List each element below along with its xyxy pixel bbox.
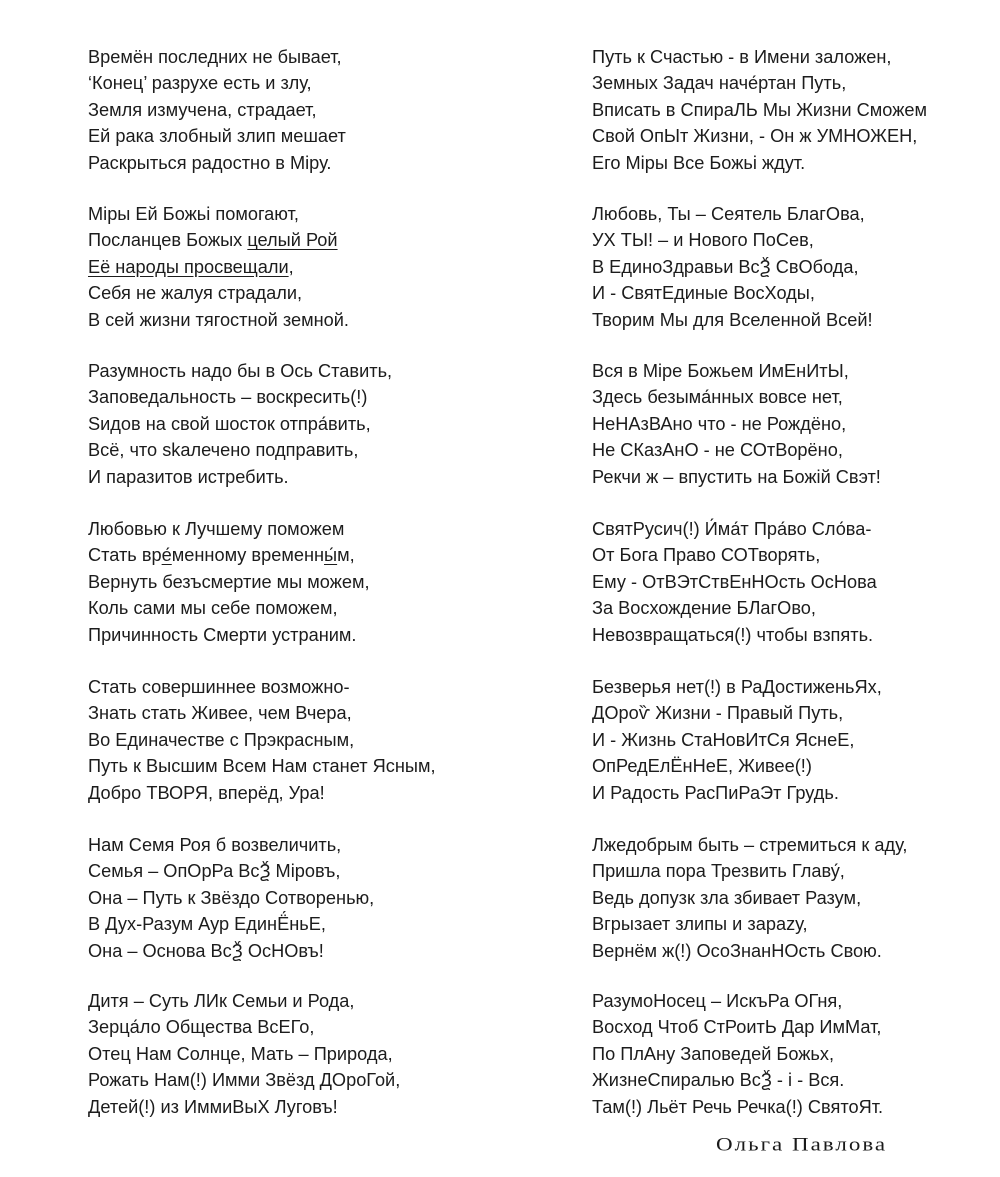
line-text: И - СвятЕдиные ВосХоды, (592, 283, 815, 304)
poem-line (592, 1067, 883, 1093)
poem-line (88, 1014, 400, 1040)
line-text: Путь к Счастью - в Имени заложен, (592, 47, 892, 67)
line-text: СвОбода, (770, 256, 859, 277)
poem-line (592, 464, 881, 490)
poem-line (88, 780, 436, 806)
poem-line (88, 150, 346, 176)
poem-line (88, 280, 349, 306)
poem-line (592, 307, 873, 333)
poem-line (592, 911, 907, 937)
line-text: Ѯ (259, 861, 271, 882)
poem-line (88, 858, 374, 884)
line-text: Ѯ (760, 1070, 772, 1091)
line-text: Ведь допузк зла збивает Разум, (592, 887, 862, 908)
line-text: Ей рака злобный злип мешает (88, 126, 346, 147)
poem-line (88, 307, 349, 333)
underlined-text: е́ (161, 545, 172, 566)
stanza (592, 988, 883, 1120)
poem-line (592, 358, 881, 384)
line-text: менному временн (171, 545, 325, 566)
line-text: Добро ТВОРЯ, вперёд, Ура! (88, 782, 325, 803)
poem-line (592, 674, 882, 700)
line-text: ЖизнеСпиралью Вс (592, 1070, 761, 1091)
line-text: В ЕдиноЗдравьи Вс (592, 256, 760, 277)
line-text: Любовью к Лучшему поможем (88, 519, 345, 539)
poem-line (592, 753, 882, 779)
line-text: Раскрыться радостно в Міру. (88, 152, 332, 173)
poem-line (88, 384, 392, 410)
poem-line (88, 700, 436, 726)
line-text: м, (337, 545, 355, 566)
line-text: Любовь, Ты – Сеятель БлагОва, (592, 204, 865, 224)
line-text: Детей(!) из ИммиВыХ Луговъ! (88, 1096, 338, 1117)
poem-line (592, 595, 877, 621)
line-text: Земля измучена, страдает, (88, 99, 317, 120)
poem-line (592, 858, 907, 884)
line-text: Вгрызает злипы и зараzу, (592, 914, 808, 935)
poem-line (88, 516, 370, 542)
poem-line (88, 437, 392, 463)
poem-line (88, 542, 370, 568)
stanza (88, 516, 370, 648)
poem-line (88, 70, 346, 96)
poem-line (592, 227, 873, 253)
poem-line (592, 123, 927, 149)
stanza (592, 44, 927, 176)
line-text: Ему - ОтВЭтСтвЕнНОсть ОсНова (592, 571, 877, 592)
line-text: Коль сами мы себе поможем, (88, 598, 338, 619)
poem-line (88, 727, 436, 753)
line-text: Она – Путь к Звёздо Сотворенью, (88, 887, 375, 908)
poem-line (592, 280, 873, 306)
poem-line (592, 384, 881, 410)
poem-line (592, 622, 877, 648)
line-text: Отец Нам Солнце, Мать – Природа, (88, 1043, 393, 1064)
line-text: Заповедальность – воскресить(!) (88, 387, 368, 408)
line-text: Себя не жалуя страдали, (88, 283, 303, 304)
line-text: За Восхождение БЛагОво, (592, 598, 816, 619)
poem-line (88, 1067, 400, 1093)
line-text: Причинность Смерти устраним. (88, 624, 357, 645)
poem-line (88, 464, 392, 490)
line-text: Sидов на свой шосток отпра́вить, (88, 413, 371, 434)
line-text: Вписать в СпираЛЬ Мы Жизни Сможем (592, 99, 927, 120)
line-text: И паразитов истребить. (88, 466, 289, 487)
line-text: Невозвращаться(!) чтобы взпять. (592, 624, 874, 645)
poem-line (592, 97, 927, 123)
line-text: Здесь безыма́нных вовсе нет, (592, 387, 843, 408)
line-text: РазумоНосец – ИскъРа ОГня, (592, 991, 843, 1011)
line-text: Рекчи ж – впустить на Божій Свэт! (592, 466, 881, 487)
line-text: В Дух-Разум Аур ЕдинЁ́ньЕ, (88, 914, 326, 935)
poem-line (592, 150, 927, 176)
line-text: ДОро (592, 703, 639, 724)
poem-line (88, 44, 346, 70)
stanza (88, 358, 392, 490)
line-text: Зерца́ло Общества ВсЕГо, (88, 1017, 315, 1038)
line-text: ОсНОвъ! (242, 940, 324, 961)
poem-line (88, 595, 370, 621)
poem-line (592, 1014, 883, 1040)
poem-line (592, 1094, 883, 1120)
poem-line (88, 622, 370, 648)
poem-line (592, 1041, 883, 1067)
stanza (592, 201, 873, 333)
line-text: Вернём ж(!) ОсоЗнанНОсть Свою. (592, 940, 882, 961)
poem-line (88, 674, 436, 700)
stanza (592, 358, 881, 490)
poem-line (592, 70, 927, 96)
line-text: Его Міры Все Божьі ждут. (592, 152, 806, 173)
poem-line (88, 1094, 400, 1120)
line-text: Ѯ (231, 940, 243, 961)
poem-line (592, 516, 877, 542)
line-text: И Радость РасПиРаЭт Грудь. (592, 782, 839, 803)
poem-line (592, 885, 907, 911)
poem-line (592, 44, 927, 70)
poem-line (592, 700, 882, 726)
stanza (88, 832, 374, 964)
line-text: НеНАзВАно что - не Рождёно, (592, 413, 847, 434)
poem-line (88, 358, 392, 384)
stanza (592, 674, 882, 806)
line-text: Стать вр (88, 545, 162, 566)
underlined-text: ы́ (324, 545, 338, 566)
poem-line (88, 254, 349, 280)
poem-line (592, 832, 907, 858)
line-text: Разумность надо бы в Ось Ставить, (88, 361, 393, 381)
line-text: Нам Семя Роя б возвеличить, (88, 835, 342, 855)
poem-line (88, 201, 349, 227)
line-text: Ѯ (759, 256, 771, 277)
stanza (88, 201, 349, 333)
line-text: Рожать Нам(!) Имми Звёзд ДОроГой, (88, 1070, 401, 1091)
line-text: Стать совершиннее возможно- (88, 677, 350, 697)
poem-line (88, 227, 349, 253)
poem-line (88, 97, 346, 123)
line-text: Вернуть безъсмертие мы можем, (88, 571, 370, 592)
line-text: Всё, что skалечено подправить, (88, 440, 359, 461)
line-text: Путь к Высшим Всем Нам станет Ясным, (88, 756, 436, 777)
line-text: Пришла пора Трезвить Главу́, (592, 861, 845, 882)
poem-line (592, 542, 877, 568)
line-text: По ПлАну Заповедей Божьх, (592, 1043, 835, 1064)
poem-line (88, 123, 346, 149)
line-text: Семья – ОпОрРа Вс (88, 861, 260, 882)
underlined-text: Её народы просвещали (88, 256, 289, 277)
line-text: Жизни - Правый Путь, (650, 703, 844, 724)
line-text: Она – Основа Вс (88, 940, 232, 961)
line-text: Земных Задач наче́ртан Путь, (592, 73, 847, 94)
line-text: Посланцев Божых (88, 230, 248, 251)
line-text: Знать стать Живее, чем Вчера, (88, 703, 352, 724)
stanza (592, 832, 907, 964)
stanza (88, 674, 436, 806)
poem-line (592, 780, 882, 806)
line-text: ѷ (638, 703, 651, 724)
line-text: Творим Мы для Вселенной Всей! (592, 309, 873, 330)
poem-line (592, 201, 873, 227)
poem-line (592, 254, 873, 280)
line-text: Лжедобрым быть – стремиться к аду, (592, 835, 908, 855)
poem-line (592, 988, 883, 1014)
line-text: Безверья нет(!) в РаДостиженьЯх, (592, 677, 882, 697)
line-text: - і - Вся. (771, 1070, 845, 1091)
poem-line (592, 569, 877, 595)
poem-line (88, 832, 374, 858)
line-text: УХ ТЫ! – и Нового ПоСев, (592, 230, 814, 251)
poem-line (88, 411, 392, 437)
poem-line (592, 727, 882, 753)
author-signature: Ольга Павлова (716, 1134, 888, 1155)
poem-line (88, 911, 374, 937)
line-text: Времён последних не бывает, (88, 47, 342, 67)
line-text: , (288, 256, 294, 277)
line-text: Свой ОпЫт Жизни, - Он ж УМНОЖЕН, (592, 126, 918, 147)
poem-line (88, 938, 374, 964)
poem-line (88, 885, 374, 911)
line-text: Дитя – Суть ЛИк Семьи и Рода, (88, 991, 355, 1011)
stanza (88, 988, 400, 1120)
line-text: Не СКазАнО - не СОтВорёно, (592, 440, 843, 461)
poem-line (88, 988, 400, 1014)
poem-line (88, 569, 370, 595)
stanza (592, 516, 877, 648)
line-text: Восход Чтоб СтРоитЬ Дар ИмМат, (592, 1017, 882, 1038)
line-text: Там(!) Льёт Речь Речка(!) СвятоЯт. (592, 1096, 884, 1117)
line-text: СвятРусич(!) И́ма́т Пра́во Сло́ва- (592, 519, 872, 539)
line-text: В сей жизни тягостной земной. (88, 309, 349, 330)
underlined-text: целый Рой (247, 230, 338, 251)
poem-line (88, 1041, 400, 1067)
poem-line (592, 411, 881, 437)
stanza (88, 44, 346, 176)
line-text: ‘Конец’ разрухе есть и злу, (88, 73, 312, 94)
line-text: ОпРедЕлЁнНеЕ, Живее(!) (592, 756, 812, 777)
line-text: Міры Ей Божьі помогают, (88, 204, 299, 224)
poem-line (88, 753, 436, 779)
line-text: От Бога Право СОТворять, (592, 545, 821, 566)
poem-line (592, 437, 881, 463)
line-text: И - Жизнь СтаНовИтСя ЯснеЕ, (592, 729, 855, 750)
line-text: Вся в Міре Божьем ИмЕнИтЫ, (592, 361, 849, 381)
line-text: Міровъ, (270, 861, 341, 882)
line-text: Во Единачестве с Прэкрасным, (88, 729, 355, 750)
poem-line (592, 938, 907, 964)
